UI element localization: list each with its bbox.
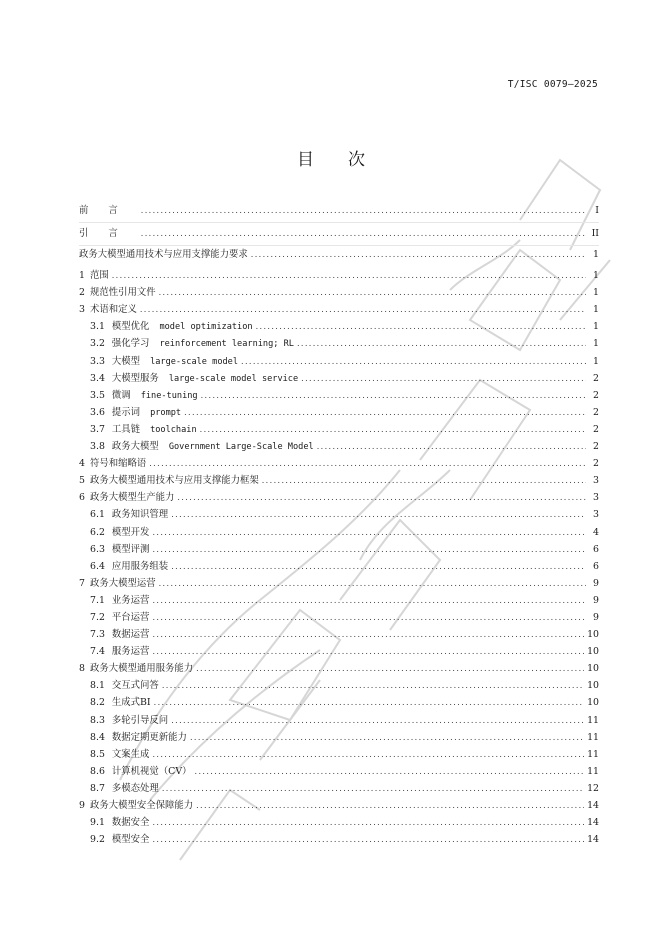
toc-entry-number: 3.1 [90,321,105,333]
toc-entry[interactable] [79,284,599,301]
toc-entry-english-term: large-scale model [150,356,239,367]
toc-entry-number: 9.2 [90,834,105,846]
toc-entry-page: 9 [593,611,599,623]
dot-leader [152,609,586,626]
toc-entry-number: 7.1 [90,594,105,606]
toc-entry-page: 2 [593,406,599,418]
toc-entry[interactable] [79,267,599,284]
dot-leader [251,246,586,263]
toc-entry-title: 符号和缩略语 [89,458,147,470]
toc-entry-page: 11 [587,765,599,777]
toc-entry-title: 政务大模型安全保障能力 [89,800,194,811]
toc-entry[interactable] [79,780,599,797]
dot-leader [162,780,584,797]
toc-entry-label [90,677,159,694]
toc-entry[interactable] [79,575,599,592]
document-code: T/ISC 0079—2025 [507,79,598,90]
toc-entry-page: 10 [587,697,599,709]
dot-leader [256,318,586,335]
toc-entry-number: 9 [79,800,85,811]
toc-entry-page: 3 [593,509,599,521]
toc-entry-page: 10 [587,680,599,692]
title-char-2: 次 [348,150,365,170]
toc-entry-page: 1 [593,321,599,333]
toc-entry-english-term: toolchain [150,424,197,435]
toc-entry-title: 业务运营 [111,594,150,606]
toc-entry-page: 14 [587,834,599,846]
dot-leader [171,506,586,523]
toc-entry-number: 5 [79,475,85,487]
toc-entry-title: 模型安全 [111,834,150,846]
toc-entry-label [90,643,149,660]
dot-leader [159,575,586,592]
dot-leader [140,301,586,318]
toc-entry-number: 6 [79,492,85,504]
toc-entry-label [90,370,298,388]
toc-entry[interactable] [79,660,599,677]
dot-leader [171,712,584,729]
toc-entry-title: 工具链 [111,423,141,435]
toc-entry-title: 微调 [111,389,131,401]
toc-entry-title: 政务大模型通用服务能力 [89,663,194,675]
toc-entry-page: 1 [593,270,599,282]
toc-entry-page: 2 [593,389,599,401]
toc-entry-page: 12 [587,782,599,794]
toc-entry-label [90,780,159,797]
toc-entry-number: 2 [79,287,85,299]
toc-entry-page: 11 [587,731,599,743]
toc-entry-number: 6.1 [90,509,105,521]
toc-entry-page: 11 [587,714,599,726]
toc-entry-title: 政务知识管理 [111,509,169,521]
table-of-contents [79,200,599,848]
toc-entry-title: 政务大模型生产能力 [89,492,175,504]
toc-entry-english-term: model optimization [159,322,253,333]
toc-entry[interactable] [79,643,599,660]
dot-leader [112,267,586,284]
toc-entry-page: 9 [593,577,599,589]
toc-entry-label [90,558,168,575]
dot-leader [141,223,586,245]
dot-leader [171,558,586,575]
toc-entry[interactable] [79,831,599,848]
toc-entry-label [90,506,168,523]
toc-entry-label [90,353,238,371]
dot-leader [262,472,586,489]
toc-entry[interactable] [79,421,599,438]
toc-entry-label [79,246,248,263]
toc-entry[interactable] [79,370,599,387]
dot-leader [201,387,586,404]
toc-entry-title: 政务大模型通用技术与应用支撑能力框架 [89,475,259,487]
toc-entry[interactable] [79,200,599,223]
toc-entry-english-term: large-scale model service [168,373,299,384]
toc-entry-title: 数据运营 [111,629,150,641]
toc-entry-page: 2 [593,441,599,453]
toc-entry-number: 7.3 [90,629,105,641]
dot-leader [152,524,586,541]
toc-entry[interactable] [79,438,599,455]
toc-entry-label [90,763,192,780]
dot-leader [297,335,586,352]
dot-leader [154,694,584,711]
toc-entry-page: 2 [593,458,599,470]
toc-entry-page: 2 [593,372,599,384]
toc-entry-label [90,335,294,353]
toc-entry-title: 引言 [79,228,138,239]
toc-entry[interactable] [79,353,599,370]
toc-entry-label [90,438,314,456]
toc-entry-title: 前言 [79,205,138,216]
toc-entry-page: 10 [587,663,599,675]
toc-entry-label [79,797,193,814]
toc-entry[interactable] [79,712,599,729]
toc-entry-title: 政务大模型 [111,441,159,453]
toc-entry-title: 应用服务组装 [111,560,169,572]
toc-entry-label [79,472,259,489]
dot-leader [159,284,586,301]
toc-entry-label [90,421,197,439]
toc-entry-label [90,814,149,831]
toc-entry-page: 4 [593,526,599,538]
toc-entry-page: 3 [593,492,599,504]
toc-entry[interactable] [79,246,599,263]
toc-entry-page: 1 [593,304,599,316]
toc-entry-number: 4 [79,458,85,470]
toc-entry-number: 3.8 [90,441,105,453]
toc-entry-label [79,660,193,677]
toc-entry-label [90,592,149,609]
toc-entry-page: 11 [587,748,599,760]
toc-entry-number: 3.7 [90,423,105,435]
toc-entry-title: 多轮引导反问 [111,714,169,726]
toc-entry[interactable] [79,592,599,609]
dot-leader [141,200,586,222]
toc-entry-number: 6.4 [90,560,105,572]
toc-entry-page: 1 [593,338,599,350]
toc-entry[interactable] [79,558,599,575]
toc-entry-page: 1 [593,355,599,367]
toc-entry-page: II [591,228,599,239]
toc-entry-label [90,609,149,626]
toc-entry-label [90,387,198,405]
dot-leader [301,370,586,387]
toc-entry[interactable] [79,541,599,558]
toc-entry-title: 交互式问答 [111,680,159,692]
toc-entry-english-term: Government Large-Scale Model [168,442,314,453]
dot-leader [152,746,584,763]
dot-leader [149,455,586,472]
toc-entry-label [79,575,156,592]
dot-leader [196,660,584,677]
toc-entry-number: 8.3 [90,714,105,726]
toc-entry-label [79,267,109,284]
toc-entry-label [90,318,253,336]
toc-entry[interactable] [79,335,599,352]
toc-entry-number: 3.2 [90,338,105,350]
toc-entry-title: 数据安全 [111,817,150,829]
toc-entry-title: 规范性引用文件 [89,287,156,299]
toc-entry-number: 7.2 [90,611,105,623]
toc-entry-number: 8.6 [90,765,105,777]
toc-entry-page: 9 [593,594,599,606]
toc-entry-page: 6 [593,543,599,555]
toc-entry-title: 强化学习 [111,338,150,350]
toc-entry[interactable] [79,387,599,404]
toc-entry[interactable] [79,301,599,318]
toc-entry-title: 大模型服务 [111,372,159,384]
toc-entry-label [90,746,149,763]
toc-entry-number: 8.4 [90,731,105,743]
toc-entry-title: 术语和定义 [89,304,137,316]
toc-entry-title: 大模型 [111,355,141,367]
toc-entry-page: 3 [593,475,599,487]
toc-entry-title: 范围 [89,270,109,282]
dot-leader [195,763,585,780]
toc-entry-label [90,729,187,746]
toc-entry-number: 6.3 [90,543,105,555]
dot-leader [190,729,584,746]
toc-entry-english-term: prompt [150,407,182,418]
toc-entry-title: 平台运营 [111,611,150,623]
toc-entry-label [79,489,174,506]
toc-entry-title: 提示词 [111,406,141,418]
toc-entry[interactable] [79,455,599,472]
toc-entry[interactable] [79,609,599,626]
toc-entry-title: 政务大模型通用技术与应用支撑能力要求 [79,249,248,260]
toc-entry-page: 10 [587,629,599,641]
dot-leader [177,489,586,506]
toc-entry[interactable] [79,404,599,421]
toc-entry-page: 14 [587,800,599,811]
toc-entry-english-term: fine-tuning [140,390,198,401]
toc-entry-page: 6 [593,560,599,572]
page-title [0,145,662,170]
toc-entry-number: 3 [79,304,85,316]
dot-leader [152,831,584,848]
toc-entry-label [79,301,137,318]
toc-entry-label [90,712,168,729]
dot-leader [152,592,586,609]
toc-entry[interactable] [79,814,599,831]
dot-leader [152,626,584,643]
toc-entry-title: 多模态处理 [111,782,159,794]
toc-entry-number: 1 [79,270,85,282]
toc-entry-label [79,200,138,222]
toc-entry[interactable] [79,489,599,506]
toc-entry-label [79,284,156,301]
toc-entry-number: 8.5 [90,748,105,760]
toc-entry[interactable] [79,524,599,541]
toc-entry-page: 1 [593,287,599,299]
toc-entry-title: 政务大模型运营 [89,577,156,589]
toc-entry[interactable] [79,223,599,246]
toc-entry-title: 服务运营 [111,646,150,658]
toc-entry-title: 模型评测 [111,543,150,555]
toc-entry-title: 文案生成 [111,748,150,760]
dot-leader [200,421,586,438]
toc-entry-number: 3.6 [90,406,105,418]
toc-entry-number: 9.1 [90,817,105,829]
toc-entry-number: 8.2 [90,697,105,709]
toc-entry-label [90,831,149,848]
dot-leader [162,677,584,694]
toc-entry-title: 模型开发 [111,526,150,538]
toc-entry-label [90,626,149,643]
toc-entry-number: 3.5 [90,389,105,401]
toc-entry-number: 3.3 [90,355,105,367]
toc-entry-number: 6.2 [90,526,105,538]
toc-entry[interactable] [79,797,599,814]
toc-entry-title: 数据定期更新能力 [111,731,187,743]
toc-entry-number: 7 [79,577,85,589]
toc-entry[interactable] [79,677,599,694]
dot-leader [152,643,584,660]
toc-entry-number: 8 [79,663,85,675]
toc-entry-title: 模型优化 [111,321,150,333]
toc-entry-number: 8.7 [90,782,105,794]
toc-entry-title: 生成式BI [111,697,151,709]
toc-entry-number: 7.4 [90,646,105,658]
toc-entry-page: 10 [587,646,599,658]
toc-entry-page: 2 [593,423,599,435]
toc-entry-page: 14 [587,817,599,829]
toc-entry[interactable] [79,694,599,711]
dot-leader [184,404,586,421]
dot-leader [241,353,586,370]
toc-entry-label [79,223,138,245]
toc-entry-number: 8.1 [90,680,105,692]
toc-entry[interactable] [79,506,599,523]
dot-leader [152,814,584,831]
toc-entry-page: 1 [593,249,599,260]
dot-leader [317,438,586,455]
dot-leader [196,797,584,814]
toc-entry[interactable] [79,763,599,780]
title-char-1: 目 [297,150,314,170]
toc-entry[interactable] [79,729,599,746]
toc-entry[interactable] [79,626,599,643]
toc-entry-label [90,541,149,558]
toc-entry-label [79,455,146,472]
toc-entry[interactable] [79,746,599,763]
toc-entry-label [90,404,181,422]
toc-entry-number: 3.4 [90,372,105,384]
toc-entry[interactable] [79,318,599,335]
toc-entry-english-term: reinforcement learning; RL [159,339,294,350]
toc-entry-title: 计算机视觉（CV） [111,765,192,777]
toc-entry-page: I [595,205,599,216]
toc-entry-label [90,524,149,541]
toc-entry-label [90,694,151,711]
toc-entry[interactable] [79,472,599,489]
dot-leader [152,541,586,558]
